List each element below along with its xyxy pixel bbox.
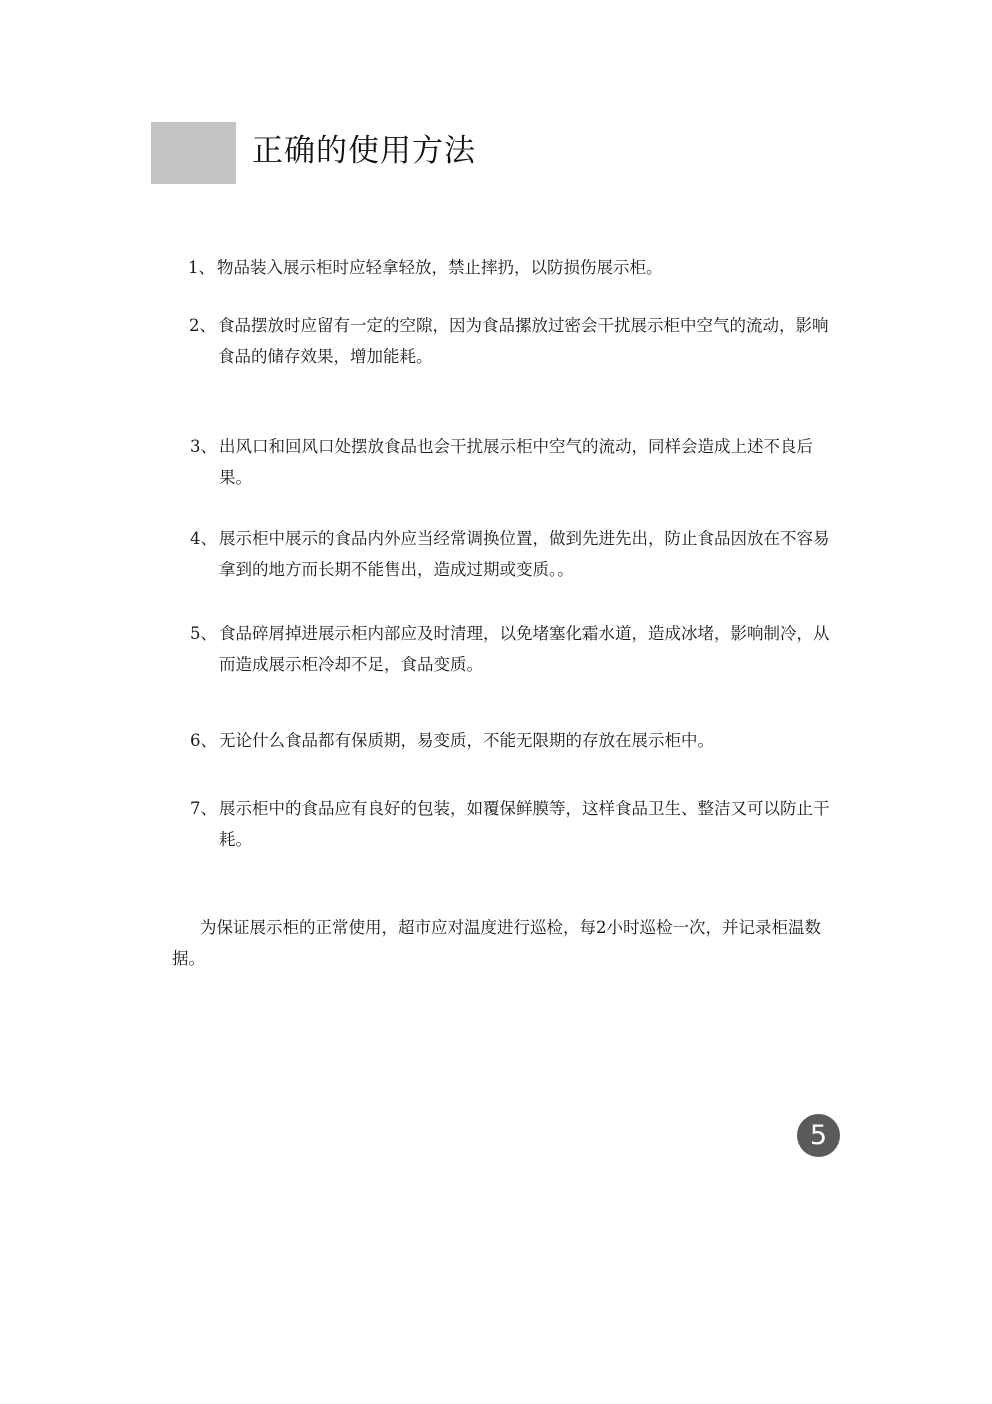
list-item-number: 2、 bbox=[189, 316, 216, 335]
list-item-7 bbox=[190, 793, 831, 855]
list-item-2 bbox=[189, 310, 830, 372]
temperature-inspection-note: 为保证展示柜的正常使用，超市应对温度进行巡检，每2小时巡检一次，并记录柜温数据。 bbox=[172, 918, 821, 968]
list-item-1 bbox=[188, 252, 829, 283]
list-item-6 bbox=[190, 725, 831, 756]
list-item-text: 展示柜中的食品应有良好的包装，如覆保鲜膜等，这样食品卫生、整洁又可以防止干耗。 bbox=[219, 799, 830, 849]
list-item-text: 食品摆放时应留有一定的空隙，因为食品摞放过密会干扰展示柜中空气的流动，影响食品的储存效果，增加能耗。 bbox=[218, 316, 829, 366]
list-item-number: 7、 bbox=[190, 799, 217, 818]
list-item-number: 3、 bbox=[190, 437, 217, 456]
list-item-text: 出风口和回风口处摆放食品也会干扰展示柜中空气的流动，同样会造成上述不良后果。 bbox=[219, 437, 813, 487]
list-item-number: 5、 bbox=[190, 624, 217, 643]
list-item-number: 1、 bbox=[188, 258, 215, 277]
list-item-4 bbox=[190, 523, 831, 585]
list-item-text: 展示柜中展示的食品内外应当经常调换位置，做到先进先出，防止食品因放在不容易拿到的地方而长期不能售出，造成过期或变质。。 bbox=[219, 529, 830, 579]
list-item-text: 无论什么食品都有保质期，易变质，不能无限期的存放在展示柜中。 bbox=[219, 731, 714, 750]
page-number-badge: 5 bbox=[797, 1114, 840, 1157]
page-title: 正确的使用方法 bbox=[252, 133, 476, 169]
list-item-5 bbox=[190, 618, 831, 680]
list-item-text: 物品装入展示柜时应轻拿轻放，禁止摔扔，以防损伤展示柜。 bbox=[217, 258, 663, 277]
list-item-text: 食品碎屑掉进展示柜内部应及时清理，以免堵塞化霜水道，造成冰堵，影响制冷，从而造成展示柜冷却不足，食品变质。 bbox=[219, 624, 830, 674]
list-item-3 bbox=[190, 431, 831, 493]
list-item-number: 4、 bbox=[190, 529, 217, 548]
header-gray-block bbox=[151, 122, 236, 184]
list-item-number: 6、 bbox=[190, 731, 217, 750]
